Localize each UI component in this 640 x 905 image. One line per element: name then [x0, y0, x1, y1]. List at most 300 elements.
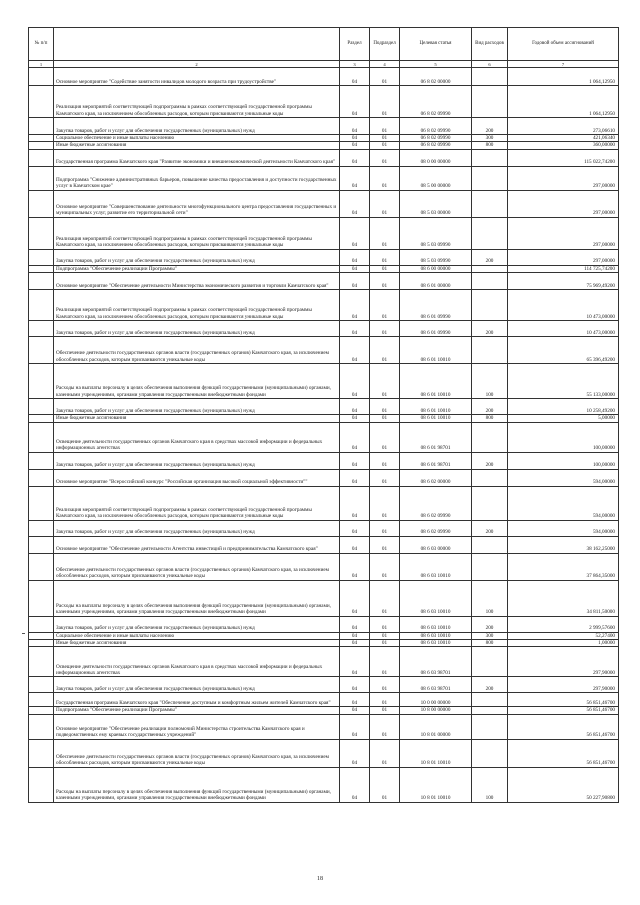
sum-cell: 297,00000	[508, 190, 619, 217]
podrazdel-cell: 01	[370, 321, 400, 337]
name-cell: Закупка товаров, работ и услуг для обеспечения государственных (муниципальных) нужд	[54, 249, 340, 265]
podrazdel-cell: 01	[370, 399, 400, 415]
sum-cell: 115 022,74200	[508, 149, 619, 166]
sum-cell: 297,90000	[508, 677, 619, 693]
cs-cell: 08 6 03 10010	[400, 616, 472, 632]
name-cell: Закупка товаров, работ и услуг для обеспечения государственных (муниципальных) нужд	[54, 677, 340, 693]
sum-cell: 37 864,35000	[508, 553, 619, 580]
table-row	[29, 536, 619, 553]
vr-cell	[472, 693, 508, 707]
idx-cell	[29, 265, 54, 272]
sum-cell: 100,00000	[508, 452, 619, 469]
cs-cell: 08 6 03 10010	[400, 580, 472, 616]
sum-cell: 56 851,46700	[508, 693, 619, 707]
podrazdel-cell: 01	[370, 337, 400, 364]
sum-cell: 273,06610	[508, 118, 619, 135]
podrazdel-cell: 01	[370, 767, 400, 802]
idx-cell	[29, 217, 54, 249]
table-row	[29, 767, 619, 802]
vr-cell: 200	[472, 520, 508, 536]
sum-cell: 10 473,00000	[508, 290, 619, 321]
podrazdel-cell: 01	[370, 249, 400, 265]
podrazdel-cell: 01	[370, 166, 400, 190]
sum-cell: 55 133,00000	[508, 364, 619, 399]
sum-cell: 10 258,49200	[508, 399, 619, 415]
idx-cell	[29, 632, 54, 639]
razdel-cell: 04	[340, 422, 370, 452]
sum-cell: 594,00000	[508, 520, 619, 536]
podrazdel-cell: 01	[370, 149, 400, 166]
name-cell: Социальное обеспечение и иные выплаты населению	[54, 632, 340, 639]
col-number: 4	[370, 61, 400, 68]
cs-cell: 06 8 02 09990	[400, 135, 472, 142]
sum-cell: 594,00000	[508, 486, 619, 520]
sum-cell: 38 162,25000	[508, 536, 619, 553]
table-row	[29, 166, 619, 190]
cs-cell: 08 5 03 09990	[400, 249, 472, 265]
vr-cell: 800	[472, 142, 508, 149]
name-cell: Закупка товаров, работ и услуг для обеспечения государственных (муниципальных) нужд	[54, 616, 340, 632]
vr-cell: 100	[472, 580, 508, 616]
razdel-cell: 04	[340, 337, 370, 364]
idx-cell	[29, 640, 54, 647]
cs-cell: 08 6 02 09990	[400, 520, 472, 536]
idx-cell	[29, 249, 54, 265]
table-row	[29, 520, 619, 536]
name-cell: Расходы на выплаты персоналу в целях обеспечения выполнения функций государственными (муниципальными) органами, казенными учреждениями, органами управления государственными внебюджетными фондами	[54, 580, 340, 616]
podrazdel-cell: 01	[370, 469, 400, 486]
vr-cell	[472, 68, 508, 86]
podrazdel-cell: 01	[370, 273, 400, 290]
name-cell: Реализация мероприятий соответствующей подпрограммы в рамках соответствующей государственной программы Камчатского края, за исключением обособленных расходов, которым присваиваются уникальные коды	[54, 290, 340, 321]
razdel-cell: 04	[340, 249, 370, 265]
col-number: 1	[29, 61, 54, 68]
name-cell: Основное мероприятие "Обеспечение деятельности Министерства экономического развития и торговли Камчатского края"	[54, 273, 340, 290]
table-row	[29, 142, 619, 149]
sum-cell: 65 396,49200	[508, 337, 619, 364]
idx-cell	[29, 677, 54, 693]
idx-cell	[29, 86, 54, 118]
idx-cell	[29, 364, 54, 399]
table-row	[29, 677, 619, 693]
idx-cell	[29, 707, 54, 714]
idx-cell	[29, 415, 54, 422]
idx-cell	[29, 68, 54, 86]
vr-cell: 200	[472, 249, 508, 265]
idx-cell	[29, 452, 54, 469]
table-row	[29, 693, 619, 707]
cs-cell: 08 6 03 10010	[400, 640, 472, 647]
table-row	[29, 469, 619, 486]
podrazdel-cell: 01	[370, 142, 400, 149]
vr-cell	[472, 265, 508, 272]
stray-mark	[22, 633, 25, 634]
name-cell: Расходы на выплаты персоналу в целях обеспечения выполнения функций государственными (муниципальными) органами, казенными учреждениями, органами управления государственными внебюджетными фондами	[54, 364, 340, 399]
vr-cell	[472, 190, 508, 217]
col-number: 2	[54, 61, 340, 68]
cs-cell: 08 6 01 10010	[400, 337, 472, 364]
name-cell: Иные бюджетные ассигнования	[54, 415, 340, 422]
razdel-cell: 04	[340, 714, 370, 739]
table-row	[29, 364, 619, 399]
razdel-cell: 04	[340, 739, 370, 767]
name-cell: Закупка товаров, работ и услуг для обеспечения государственных (муниципальных) нужд	[54, 118, 340, 135]
cs-cell: 08 6 02 09990	[400, 486, 472, 520]
vr-cell: 100	[472, 364, 508, 399]
idx-cell	[29, 118, 54, 135]
idx-cell	[29, 337, 54, 364]
name-cell: Подпрограмма "Обеспечение реализации Программы"	[54, 265, 340, 272]
cs-cell: 08 6 03 10010	[400, 632, 472, 639]
cs-cell: 08 6 01 98701	[400, 422, 472, 452]
razdel-cell: 04	[340, 68, 370, 86]
name-cell: Социальное обеспечение и иные выплаты населению	[54, 135, 340, 142]
page-number: 18	[317, 876, 323, 882]
name-cell: Обеспечение деятельности государственных органов власти (государственных органов) Камчатского края, за исключением обособленных расходов, которым присваиваются уникальные коды	[54, 739, 340, 767]
vr-cell	[472, 707, 508, 714]
podrazdel-cell: 01	[370, 135, 400, 142]
idx-cell	[29, 135, 54, 142]
table-row	[29, 422, 619, 452]
razdel-cell: 04	[340, 415, 370, 422]
table-row	[29, 739, 619, 767]
razdel-cell: 04	[340, 149, 370, 166]
table-row	[29, 647, 619, 677]
name-cell: Закупка товаров, работ и услуг для обеспечения государственных (муниципальных) нужд	[54, 399, 340, 415]
sum-cell: 75 969,49200	[508, 273, 619, 290]
razdel-cell: 04	[340, 321, 370, 337]
vr-cell	[472, 290, 508, 321]
table-row	[29, 68, 619, 86]
sum-cell: 50 227,90800	[508, 767, 619, 802]
idx-cell	[29, 142, 54, 149]
table-row	[29, 321, 619, 337]
name-cell: Закупка товаров, работ и услуг для обеспечения государственных (муниципальных) нужд	[54, 452, 340, 469]
table-row	[29, 415, 619, 422]
sum-cell: 421,06340	[508, 135, 619, 142]
podrazdel-cell: 01	[370, 265, 400, 272]
idx-cell	[29, 469, 54, 486]
podrazdel-cell: 01	[370, 739, 400, 767]
table-row	[29, 580, 619, 616]
vr-cell	[472, 486, 508, 520]
table-row	[29, 399, 619, 415]
table-row	[29, 640, 619, 647]
idx-cell	[29, 520, 54, 536]
razdel-cell: 04	[340, 553, 370, 580]
budget-table	[28, 27, 619, 803]
razdel-cell: 04	[340, 469, 370, 486]
podrazdel-cell: 01	[370, 422, 400, 452]
vr-cell	[472, 86, 508, 118]
podrazdel-cell: 01	[370, 616, 400, 632]
razdel-cell: 04	[340, 693, 370, 707]
cs-cell: 08 6 03 98701	[400, 677, 472, 693]
podrazdel-cell: 01	[370, 693, 400, 707]
column-number-row	[29, 61, 619, 68]
vr-cell	[472, 536, 508, 553]
header-vr: Вид расходов	[472, 28, 508, 61]
razdel-cell: 04	[340, 616, 370, 632]
vr-cell: 200	[472, 321, 508, 337]
vr-cell	[472, 273, 508, 290]
table-row	[29, 290, 619, 321]
table-row	[29, 486, 619, 520]
podrazdel-cell: 01	[370, 580, 400, 616]
razdel-cell: 04	[340, 452, 370, 469]
idx-cell	[29, 190, 54, 217]
table-row	[29, 714, 619, 739]
col-number: 6	[472, 61, 508, 68]
razdel-cell: 04	[340, 399, 370, 415]
razdel-cell: 04	[340, 142, 370, 149]
vr-cell	[472, 422, 508, 452]
col-number: 3	[340, 61, 370, 68]
sum-cell: 34 811,50000	[508, 580, 619, 616]
idx-cell	[29, 616, 54, 632]
header-podrazdel: Подраздел	[370, 28, 400, 61]
vr-cell	[472, 149, 508, 166]
vr-cell	[472, 469, 508, 486]
vr-cell	[472, 647, 508, 677]
table-row	[29, 632, 619, 639]
name-cell: Расходы на выплаты персоналу в целях обеспечения выполнения функций государственными (муниципальными) органами, казенными учреждениями, органами управления государственными внебюджетными фондами	[54, 767, 340, 802]
table-row	[29, 273, 619, 290]
idx-cell	[29, 739, 54, 767]
table-row	[29, 190, 619, 217]
vr-cell	[472, 337, 508, 364]
sum-cell: 1 064,12950	[508, 68, 619, 86]
name-cell: Основное мероприятие "Всероссийский конкурс "Российская организация высокой социальной эффективности""	[54, 469, 340, 486]
cs-cell: 10 8 00 00000	[400, 707, 472, 714]
sum-cell: 56 851,46700	[508, 739, 619, 767]
header-row	[29, 28, 619, 61]
cs-cell: 06 8 02 00000	[400, 68, 472, 86]
cs-cell: 10 8 01 00000	[400, 714, 472, 739]
sum-cell: 56 851,46700	[508, 707, 619, 714]
name-cell: Обеспечение деятельности государственных органов власти (государственных органов) Камчатского края, за исключением обособленных расходов, которым присваиваются уникальные коды	[54, 337, 340, 364]
cs-cell: 10 0 00 00000	[400, 693, 472, 707]
vr-cell: 200	[472, 452, 508, 469]
podrazdel-cell: 01	[370, 415, 400, 422]
podrazdel-cell: 01	[370, 553, 400, 580]
sum-cell: 297,90000	[508, 647, 619, 677]
name-cell: Закупка товаров, работ и услуг для обеспечения государственных (муниципальных) нужд	[54, 321, 340, 337]
name-cell: Подпрограмма "Снижение административных барьеров, повышение качества предоставления и доступности государственных услуг в Камчатском крае"	[54, 166, 340, 190]
cs-cell: 08 6 02 00000	[400, 469, 472, 486]
vr-cell: 200	[472, 399, 508, 415]
podrazdel-cell: 01	[370, 536, 400, 553]
podrazdel-cell: 01	[370, 118, 400, 135]
sum-cell: 5,00000	[508, 415, 619, 422]
razdel-cell: 04	[340, 86, 370, 118]
sum-cell: 2 999,57600	[508, 616, 619, 632]
idx-cell	[29, 553, 54, 580]
name-cell: Освещение деятельности государственных органов Камчатского края в средствах массовой информации и федеральных информационных агентствах	[54, 647, 340, 677]
table-row	[29, 452, 619, 469]
header-name	[54, 28, 340, 61]
cs-cell: 10 8 01 10010	[400, 767, 472, 802]
podrazdel-cell: 01	[370, 640, 400, 647]
cs-cell: 08 5 03 00000	[400, 190, 472, 217]
idx-cell	[29, 290, 54, 321]
table-row	[29, 707, 619, 714]
cs-cell: 08 6 01 09990	[400, 321, 472, 337]
table-row	[29, 265, 619, 272]
vr-cell: 800	[472, 640, 508, 647]
idx-cell	[29, 321, 54, 337]
idx-cell	[29, 166, 54, 190]
idx-cell	[29, 536, 54, 553]
table-body	[29, 68, 619, 803]
vr-cell: 200	[472, 616, 508, 632]
razdel-cell: 04	[340, 273, 370, 290]
table-row	[29, 616, 619, 632]
vr-cell	[472, 217, 508, 249]
name-cell: Обеспечение деятельности государственных органов власти (государственных органов) Камчатского края, за исключением обособленных расходов, которым присваиваются уникальные коды	[54, 553, 340, 580]
razdel-cell: 04	[340, 520, 370, 536]
name-cell: Государственная программа Камчатского края "Развитие экономики и внешнеэкономической деятельности Камчатского края"	[54, 149, 340, 166]
razdel-cell: 04	[340, 677, 370, 693]
name-cell: Подпрограмма "Обеспечение реализации Программы"	[54, 707, 340, 714]
cs-cell: 08 6 01 10010	[400, 399, 472, 415]
cs-cell: 06 8 02 09990	[400, 118, 472, 135]
cs-cell: 06 8 02 09990	[400, 142, 472, 149]
header-cs: Целевая статья	[400, 28, 472, 61]
razdel-cell: 04	[340, 647, 370, 677]
idx-cell	[29, 399, 54, 415]
vr-cell	[472, 739, 508, 767]
col-number: 5	[400, 61, 472, 68]
idx-cell	[29, 647, 54, 677]
vr-cell: 800	[472, 415, 508, 422]
table-row	[29, 337, 619, 364]
cs-cell: 08 6 03 00000	[400, 536, 472, 553]
cs-cell: 08 6 01 09990	[400, 290, 472, 321]
podrazdel-cell: 01	[370, 677, 400, 693]
razdel-cell: 04	[340, 135, 370, 142]
sum-cell: 10 473,00000	[508, 321, 619, 337]
table-row	[29, 249, 619, 265]
podrazdel-cell: 01	[370, 290, 400, 321]
podrazdel-cell: 01	[370, 190, 400, 217]
idx-cell	[29, 693, 54, 707]
vr-cell: 200	[472, 118, 508, 135]
razdel-cell: 04	[340, 580, 370, 616]
sum-cell: 297,00000	[508, 217, 619, 249]
sum-cell: 360,00000	[508, 142, 619, 149]
razdel-cell: 04	[340, 486, 370, 520]
cs-cell: 08 5 00 00000	[400, 166, 472, 190]
sum-cell: 1,00000	[508, 640, 619, 647]
razdel-cell: 04	[340, 265, 370, 272]
name-cell: Закупка товаров, работ и услуг для обеспечения государственных (муниципальных) нужд	[54, 520, 340, 536]
vr-cell: 300	[472, 135, 508, 142]
podrazdel-cell: 01	[370, 364, 400, 399]
vr-cell: 100	[472, 767, 508, 802]
podrazdel-cell: 01	[370, 714, 400, 739]
sum-cell: 52,27400	[508, 632, 619, 639]
idx-cell	[29, 714, 54, 739]
name-cell: Реализация мероприятий соответствующей подпрограммы в рамках соответствующей государственной программы Камчатского края, за исключением обособленных расходов, которым присваиваются уникальные коды	[54, 217, 340, 249]
table-row	[29, 118, 619, 135]
name-cell: Реализация мероприятий соответствующей подпрограммы в рамках соответствующей государственной программы Камчатского края, за исключением обособленных расходов, которым присваиваются уникальные коды	[54, 86, 340, 118]
podrazdel-cell: 01	[370, 632, 400, 639]
razdel-cell: 04	[340, 767, 370, 802]
header-razdel: Раздел	[340, 28, 370, 61]
table-row	[29, 553, 619, 580]
sum-cell: 114 725,74200	[508, 265, 619, 272]
cs-cell: 06 8 02 09990	[400, 86, 472, 118]
razdel-cell: 04	[340, 290, 370, 321]
name-cell: Иные бюджетные ассигнования	[54, 640, 340, 647]
razdel-cell: 04	[340, 536, 370, 553]
vr-cell	[472, 714, 508, 739]
table-row	[29, 217, 619, 249]
podrazdel-cell: 01	[370, 217, 400, 249]
idx-cell	[29, 486, 54, 520]
idx-cell	[29, 767, 54, 802]
razdel-cell: 04	[340, 166, 370, 190]
vr-cell: 300	[472, 632, 508, 639]
name-cell: Основное мероприятие "Содействие занятости инвалидов молодого возраста при трудоустройстве"	[54, 68, 340, 86]
sum-cell: 100,00000	[508, 422, 619, 452]
idx-cell	[29, 273, 54, 290]
cs-cell: 08 6 01 10010	[400, 415, 472, 422]
cs-cell: 08 6 03 10010	[400, 553, 472, 580]
header-sum: Годовой объем ассигнований	[508, 28, 619, 61]
name-cell: Основное мероприятие "Обеспечение реализации полномочий Министерства строительства Камчатского края и подведомственных ему краевых государственных учреждений"	[54, 714, 340, 739]
vr-cell	[472, 166, 508, 190]
razdel-cell: 04	[340, 632, 370, 639]
podrazdel-cell: 01	[370, 68, 400, 86]
cs-cell: 10 8 01 10010	[400, 739, 472, 767]
sum-cell: 297,00000	[508, 249, 619, 265]
sum-cell: 297,00000	[508, 166, 619, 190]
cs-cell: 08 0 00 00000	[400, 149, 472, 166]
vr-cell	[472, 553, 508, 580]
sum-cell: 594,00000	[508, 469, 619, 486]
sum-cell: 1 064,12950	[508, 86, 619, 118]
cs-cell: 08 6 01 98701	[400, 452, 472, 469]
cs-cell: 08 6 03 98701	[400, 647, 472, 677]
podrazdel-cell: 01	[370, 452, 400, 469]
vr-cell: 200	[472, 677, 508, 693]
cs-cell: 08 6 01 10010	[400, 364, 472, 399]
cs-cell: 08 5 03 09990	[400, 217, 472, 249]
table-row	[29, 86, 619, 118]
podrazdel-cell: 01	[370, 647, 400, 677]
cs-cell: 08 6 01 00000	[400, 273, 472, 290]
name-cell: Основное мероприятие "Совершенствование деятельности многофункционального центра предоставления государственных и муниципальных услуг, развитие его территориальной сети"	[54, 190, 340, 217]
podrazdel-cell: 01	[370, 486, 400, 520]
idx-cell	[29, 580, 54, 616]
idx-cell	[29, 149, 54, 166]
idx-cell	[29, 422, 54, 452]
name-cell: Иные бюджетные ассигнования	[54, 142, 340, 149]
razdel-cell: 04	[340, 364, 370, 399]
razdel-cell: 04	[340, 118, 370, 135]
razdel-cell: 04	[340, 707, 370, 714]
name-cell: Основное мероприятие "Обеспечение деятельности Агентства инвестиций и предпринимательства Камчатского края"	[54, 536, 340, 553]
table-row	[29, 149, 619, 166]
name-cell: Государственная программа Камчатского края "Обеспечение доступным и комфортным жильем жителей Камчатского края"	[54, 693, 340, 707]
name-cell: Освещение деятельности государственных органов Камчатского края в средствах массовой информации и федеральных информационных агентствах	[54, 422, 340, 452]
razdel-cell: 04	[340, 217, 370, 249]
header-num: № п/п	[29, 28, 54, 61]
podrazdel-cell: 01	[370, 707, 400, 714]
podrazdel-cell: 01	[370, 520, 400, 536]
